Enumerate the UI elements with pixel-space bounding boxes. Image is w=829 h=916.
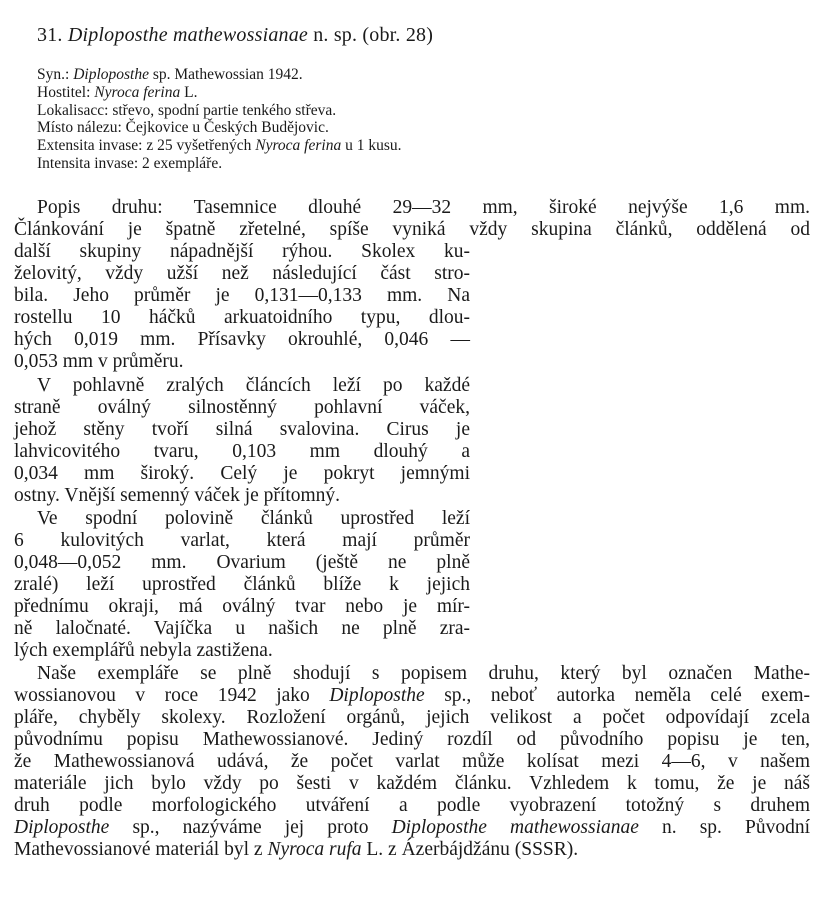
taxon: Nyroca rufa bbox=[267, 839, 362, 860]
text: n. sp. Původní bbox=[662, 817, 811, 838]
text-line: zralé) leží uprostřed článků blíže k jejich bbox=[14, 574, 470, 595]
text-line: ostny. Vnější semenný váček je přítomný. bbox=[14, 485, 341, 506]
text-line: bila. Jeho průměr je 0,131—0,133 mm. Na bbox=[14, 285, 470, 306]
text: wossianovou v roce 1942 jako bbox=[14, 685, 310, 706]
text-line: 0,034 mm široký. Celý je pokryt jemnými bbox=[14, 463, 470, 484]
taxon: Diploposthe bbox=[73, 66, 149, 83]
taxon: Diploposthe bbox=[14, 817, 110, 838]
paragraph-testes bbox=[14, 508, 810, 662]
text-line: Článkování je špatně zřetelné, spíše vyniká vždy skupina článků, oddělená od bbox=[14, 219, 810, 240]
text: sp. Mathewossian 1942. bbox=[152, 66, 303, 83]
text-line: lých exemplářů nebyla zastižena. bbox=[14, 640, 273, 661]
species-name: Diploposthe mathewossianae bbox=[67, 24, 309, 46]
text: sp., nazýváme jej proto bbox=[132, 817, 369, 838]
text-line: Ve spodní polovině článků uprostřed leží bbox=[37, 508, 470, 529]
text-line: straně oválný silnostěnný pohlavní váček, bbox=[14, 397, 470, 418]
text-line: želovitý, vždy užší než následující část stro- bbox=[14, 263, 470, 284]
extensity-line bbox=[37, 137, 402, 155]
text: L. bbox=[184, 83, 198, 101]
text-line: druh podle morfologického utváření a podle vyobrazení totožný s druhem bbox=[14, 795, 810, 816]
text-line: Naše exempláře se plně shodují s popisem druhu, který byl označen Mathe- bbox=[37, 663, 810, 684]
taxon: Nyroca ferina bbox=[255, 137, 342, 155]
site-line: Místo nálezu: Čejkovice u Českých Budějovic. bbox=[37, 119, 329, 137]
text-line: V pohlavně zralých článcích leží po každé bbox=[37, 375, 470, 396]
section-heading bbox=[37, 24, 433, 47]
text-line: původnímu popisu Mathewossianové. Jediný rozdíl od původního popisu je ten, bbox=[14, 729, 810, 750]
text-line: hých 0,019 mm. Přísavky okrouhlé, 0,046 — bbox=[14, 329, 470, 350]
intensity-line: Intensita invase: 2 exempláře. bbox=[37, 154, 223, 172]
text-line: že Mathewossianová udává, že počet varlat může kolísat mezi 4—6, v našem bbox=[14, 751, 810, 772]
text-line: ně laločnaté. Vajíčka u našich ne plně zra- bbox=[14, 618, 470, 639]
paragraph-reproductive bbox=[14, 375, 810, 507]
taxon: Diploposthe mathewossianae bbox=[391, 817, 639, 838]
synonym-line bbox=[37, 66, 402, 84]
text-line: lahvicovitého tvaru, 0,103 mm dlouhý a bbox=[14, 441, 470, 462]
text-line: pláře, chyběly skolexy. Rozložení orgánů, jejich velikost a počet odpovídají zcela bbox=[14, 707, 810, 728]
text-line: Popis druhu: Tasemnice dlouhé 29—32 mm, široké nejvýše 1,6 mm. bbox=[37, 197, 810, 218]
text-line bbox=[14, 685, 810, 707]
text-line: jehož stěny tvoří silná svalovina. Cirus je bbox=[14, 419, 470, 440]
text-line: další skupiny nápadnější rýhou. Skolex ku- bbox=[14, 241, 470, 262]
heading-suffix: n. sp. (obr. 28) bbox=[313, 24, 434, 46]
species-metadata bbox=[37, 66, 402, 173]
description-body bbox=[14, 197, 810, 861]
text-line: materiále jich bylo vždy po šesti v každém článku. Vzhledem k tomu, že je náš bbox=[14, 773, 810, 794]
text: L. z Ázerbájdžánu (SSSR). bbox=[366, 839, 579, 860]
taxon: Nyroca ferina bbox=[94, 83, 181, 101]
text: u 1 kusu. bbox=[345, 137, 402, 155]
section-number: 31. bbox=[37, 24, 63, 46]
location-line: Lokalisacc: střevo, spodní partie tenkého střeva. bbox=[37, 101, 337, 119]
text-line: přednímu okraji, má oválný tvar nebo je mír- bbox=[14, 596, 470, 617]
label: Syn.: bbox=[37, 66, 70, 83]
text-line bbox=[14, 839, 810, 861]
text-line: 0,048—0,052 mm. Ovarium (ještě ne plně bbox=[14, 552, 470, 573]
text-line: 0,053 mm v průměru. bbox=[14, 351, 184, 372]
text: Mathevossianové materiál byl z bbox=[14, 839, 263, 860]
host-line bbox=[37, 84, 402, 102]
text-line: rostellu 10 háčků arkuatoidního typu, dlou- bbox=[14, 307, 470, 328]
paragraph-comparison bbox=[14, 663, 810, 861]
text: sp., neboť autorka neměla celé exem- bbox=[444, 685, 811, 706]
text-line: 6 kulovitých varlat, která mají průměr bbox=[14, 530, 470, 551]
text: Extensita invase: z 25 vyšetřených bbox=[37, 137, 252, 155]
label: Hostitel: bbox=[37, 83, 91, 101]
taxon: Diploposthe bbox=[329, 685, 425, 706]
paragraph-description bbox=[14, 197, 810, 373]
text-line bbox=[14, 817, 810, 839]
